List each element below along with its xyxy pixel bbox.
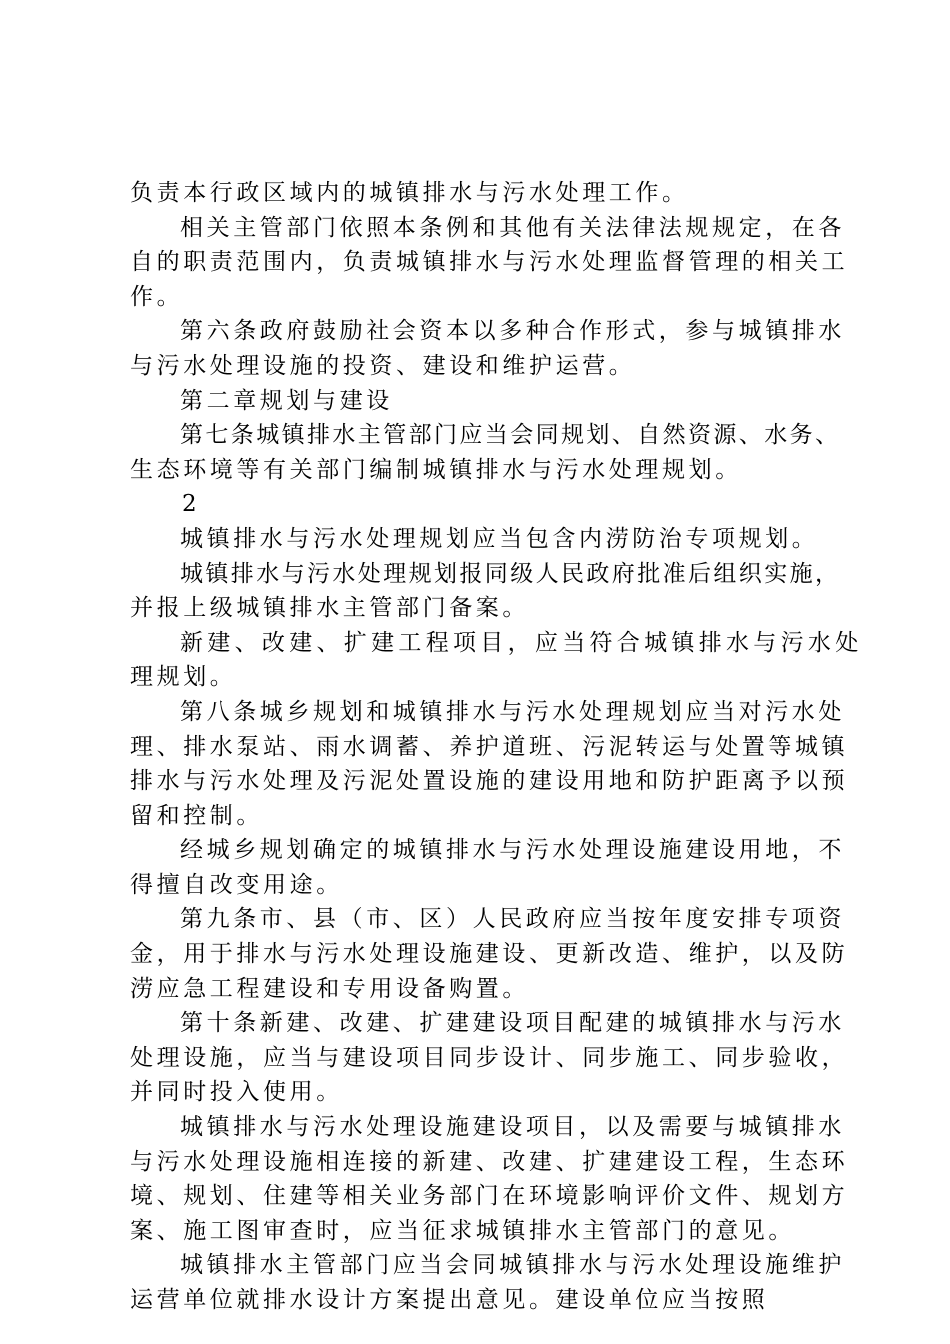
text-line: 排水与污水处理及污泥处置设施的建设用地和防护距离予以预: [130, 768, 849, 795]
text-line: 相关主管部门依照本条例和其他有关法律法规规定，在各: [180, 214, 845, 241]
text-line: 生态环境等有关部门编制城镇排水与污水处理规划。: [130, 456, 742, 483]
text-line: 城镇排水主管部门应当会同城镇排水与污水处理设施维护: [180, 1252, 845, 1279]
text-line: 第十条新建、改建、扩建建设项目配建的城镇排水与污水: [180, 1010, 845, 1037]
text-line: 新建、改建、扩建工程项目，应当符合城镇排水与污水处: [180, 629, 863, 656]
text-line: 处理设施，应当与建设项目同步设计、同步施工、同步验收，: [130, 1044, 849, 1071]
text-line: 城镇排水与污水处理设施建设项目，以及需要与城镇排水: [180, 1114, 845, 1141]
text-line: 负责本行政区域内的城镇排水与污水处理工作。: [130, 180, 689, 206]
text-line: 第六条政府鼓励社会资本以多种合作形式，参与城镇排水: [180, 318, 845, 345]
text-line: 并同时投入使用。: [130, 1079, 343, 1106]
text-line: 得擅自改变用途。: [130, 871, 343, 898]
text-line: 理规划。: [130, 664, 237, 691]
text-line: 与污水处理设施的投资、建设和维护运营。: [130, 352, 636, 379]
text-line: 理、排水泵站、雨水调蓄、养护道班、污泥转运与处置等城镇: [130, 733, 849, 760]
text-line: 作。: [130, 283, 184, 310]
page-number: 2: [182, 491, 197, 518]
text-line: 运营单位就排水设计方案提出意见。建设单位应当按照: [130, 1287, 769, 1313]
text-line: 第八条城乡规划和城镇排水与污水处理规划应当对污水处: [180, 698, 845, 725]
text-line: 涝应急工程建设和专用设备购置。: [130, 975, 529, 1002]
chapter-heading: 第二章规划与建设: [180, 387, 393, 414]
text-line: 案、施工图审查时，应当征求城镇排水主管部门的意见。: [130, 1217, 795, 1244]
text-line: 城镇排水与污水处理规划报同级人民政府批准后组织实施，: [180, 560, 841, 587]
text-line: 与污水处理设施相连接的新建、改建、扩建建设工程，生态环: [130, 1148, 849, 1175]
text-line: 城镇排水与污水处理规划应当包含内涝防治专项规划。: [180, 525, 819, 552]
document-body: [130, 176, 863, 1318]
text-line: 第九条市、县（市、区）人民政府应当按年度安排专项资: [180, 906, 845, 933]
text-line: 并报上级城镇排水主管部门备案。: [130, 595, 529, 622]
text-line: 留和控制。: [130, 802, 263, 829]
text-line: 第七条城镇排水主管部门应当会同规划、自然资源、水务、: [180, 422, 841, 449]
text-line: 自的职责范围内，负责城镇排水与污水处理监督管理的相关工: [130, 249, 849, 276]
text-line: 经城乡规划确定的城镇排水与污水处理设施建设用地，不: [180, 837, 845, 864]
text-line: 境、规划、住建等相关业务部门在环境影响评价文件、规划方: [130, 1183, 849, 1210]
text-line: 金，用于排水与污水处理设施建设、更新改造、维护，以及防: [130, 941, 849, 968]
